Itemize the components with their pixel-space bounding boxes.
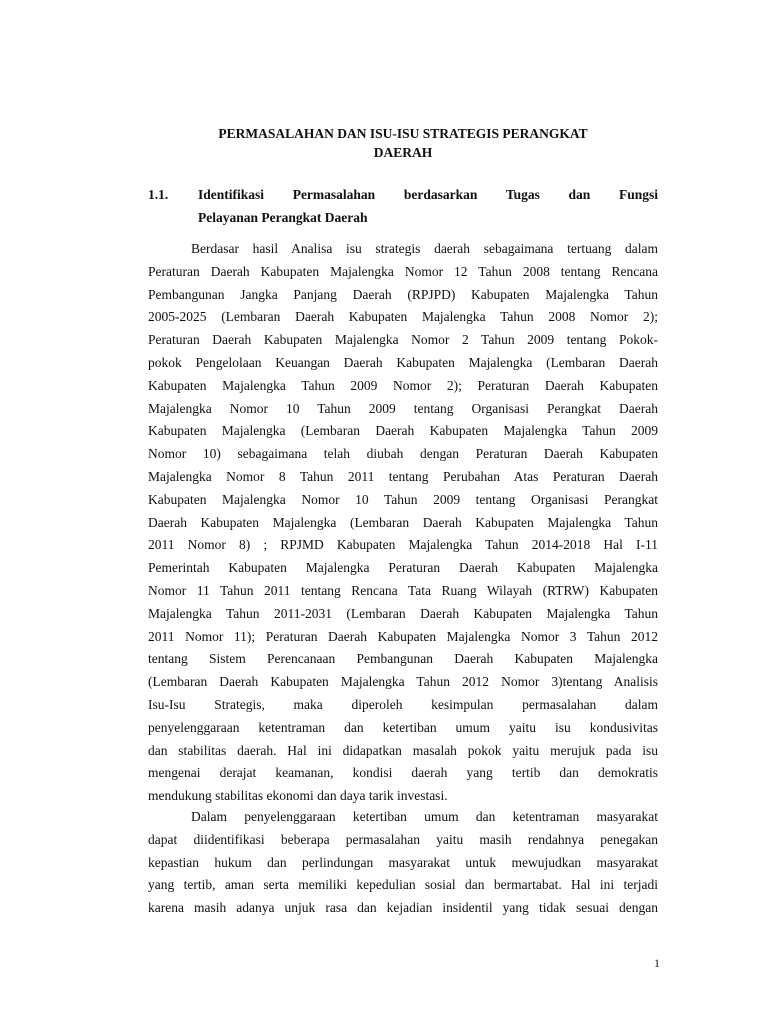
paragraph-line: 2005-2025 (Lembaran Daerah Kabupaten Majalengka Tahun 2008 Nomor 2); bbox=[148, 309, 658, 325]
paragraph-line: kepastian hukum dan perlindungan masyarakat untuk mewujudkan masyarakat bbox=[148, 854, 658, 870]
paragraph-line: karena masih adanya unjuk rasa dan kejadian insidentil yang tidak sesuai dengan bbox=[148, 900, 658, 916]
paragraph-line: Majalengka Tahun 2011-2031 (Lembaran Daerah Kabupaten Majalengka Tahun bbox=[148, 605, 658, 621]
paragraph-line: dan stabilitas daerah. Hal ini didapatkan masalah pokok yaitu merujuk pada isu bbox=[148, 742, 658, 758]
paragraph-line: yang tertib, aman serta memiliki kepedulian sosial dan bermartabat. Hal ini terjadi bbox=[148, 877, 658, 893]
paragraph-line: mendukung stabilitas ekonomi dan daya tarik investasi. bbox=[148, 788, 448, 804]
paragraph-line: Pemerintah Kabupaten Majalengka Peraturan Daerah Kabupaten Majalengka bbox=[148, 560, 658, 576]
paragraph-line: (Lembaran Daerah Kabupaten Majalengka Tahun 2012 Nomor 3)tentang Analisis bbox=[148, 674, 658, 690]
paragraph-line: Pembangunan Jangka Panjang Daerah (RPJPD) Kabupaten Majalengka Tahun bbox=[148, 286, 658, 302]
paragraph-line: Kabupaten Majalengka Tahun 2009 Nomor 2); Peraturan Daerah Kabupaten bbox=[148, 377, 658, 393]
section-heading-line: Pelayanan Perangkat Daerah bbox=[198, 210, 368, 225]
paragraph-line: Kabupaten Majalengka Nomor 10 Tahun 2009 tentang Organisasi Perangkat bbox=[148, 491, 658, 507]
body-paragraph-2 bbox=[148, 806, 658, 920]
paragraph-line: dapat diidentifikasi beberapa permasalahan yaitu masih rendahnya penegakan bbox=[148, 831, 658, 847]
paragraph-line: pokok Pengelolaan Keuangan Daerah Kabupaten Majalengka (Lembaran Daerah bbox=[148, 354, 658, 370]
section-number: 1.1. bbox=[148, 187, 169, 202]
paragraph-line: mengenai derajat keamanan, kondisi daerah yang tertib dan demokratis bbox=[148, 765, 658, 781]
paragraph-line: penyelenggaraan ketentraman dan ketertiban umum yaitu isu kondusivitas bbox=[148, 719, 658, 735]
paragraph-line: Majalengka Nomor 10 Tahun 2009 tentang Organisasi Perangkat Daerah bbox=[148, 400, 658, 416]
section-heading-line: Identifikasi Permasalahan berdasarkan Tugas dan Fungsi bbox=[198, 187, 658, 202]
paragraph-line: Isu-Isu Strategis, maka diperoleh kesimpulan permasalahan dalam bbox=[148, 696, 658, 712]
paragraph-line: tentang Sistem Perencanaan Pembangunan Daerah Kabupaten Majalengka bbox=[148, 651, 658, 667]
title-line: DAERAH bbox=[373, 145, 433, 160]
body-paragraph-1 bbox=[148, 238, 658, 808]
paragraph-line: Berdasar hasil Analisa isu strategis daerah sebagaimana tertuang dalam bbox=[191, 241, 658, 256]
paragraph-line: Peraturan Daerah Kabupaten Majalengka Nomor 12 Tahun 2008 tentang Rencana bbox=[148, 263, 658, 279]
paragraph-line: Daerah Kabupaten Majalengka (Lembaran Daerah Kabupaten Majalengka Tahun bbox=[148, 514, 658, 530]
paragraph-line: Majalengka Nomor 8 Tahun 2011 tentang Perubahan Atas Peraturan Daerah bbox=[148, 468, 658, 484]
paragraph-line: 2011 Nomor 8) ; RPJMD Kabupaten Majalengka Tahun 2014-2018 Hal I-11 bbox=[148, 537, 658, 553]
paragraph-line: 2011 Nomor 11); Peraturan Daerah Kabupaten Majalengka Nomor 3 Tahun 2012 bbox=[148, 628, 658, 644]
paragraph-line: Peraturan Daerah Kabupaten Majalengka Nomor 2 Tahun 2009 tentang Pokok- bbox=[148, 332, 658, 348]
paragraph-line: Nomor 11 Tahun 2011 tentang Rencana Tata Ruang Wilayah (RTRW) Kabupaten bbox=[148, 582, 658, 598]
paragraph-line: Kabupaten Majalengka (Lembaran Daerah Kabupaten Majalengka Tahun 2009 bbox=[148, 423, 658, 439]
paragraph-line: Nomor 10) sebagaimana telah diubah dengan Peraturan Daerah Kabupaten bbox=[148, 446, 658, 462]
page-number: 1 bbox=[654, 956, 660, 970]
title-line: PERMASALAHAN DAN ISU-ISU STRATEGIS PERANGKAT bbox=[218, 126, 588, 141]
document-title bbox=[148, 124, 658, 162]
section-heading bbox=[148, 183, 658, 229]
paragraph-line: Dalam penyelenggaraan ketertiban umum dan ketentraman masyarakat bbox=[191, 809, 658, 824]
